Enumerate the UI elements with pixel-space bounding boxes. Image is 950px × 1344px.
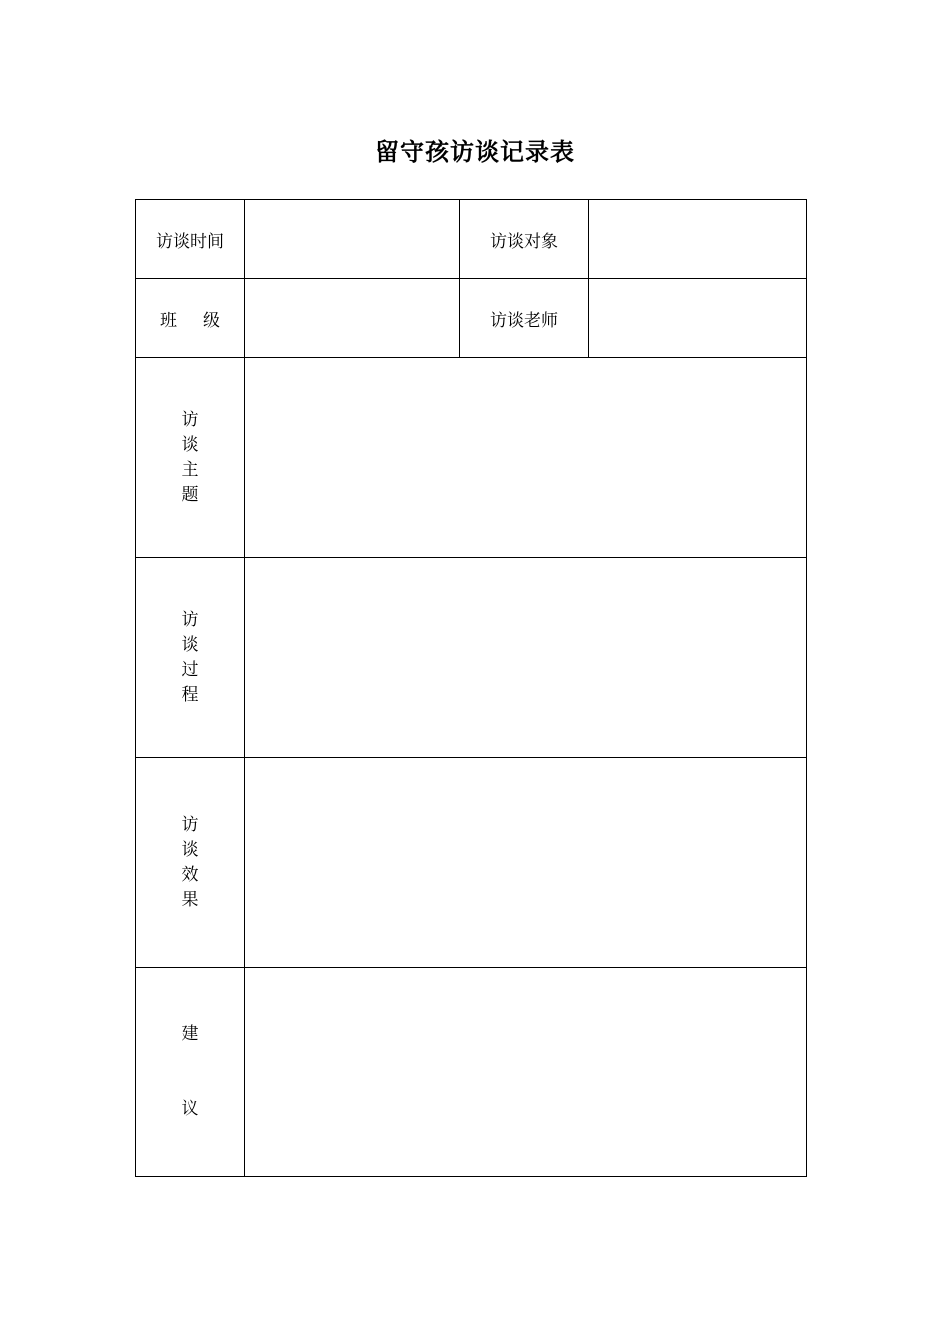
label-interview-effect <box>136 758 245 968</box>
topic-char-3: 主 <box>181 459 199 480</box>
suggestion-char-1: 建 <box>181 1024 199 1044</box>
field-interview-process[interactable] <box>245 558 807 758</box>
process-char-1: 访 <box>181 609 199 630</box>
label-class <box>136 279 245 358</box>
label-class-char-1: 班 <box>160 310 177 331</box>
field-interview-time[interactable] <box>245 200 460 279</box>
topic-char-1: 访 <box>181 409 199 430</box>
process-char-2: 谈 <box>181 634 199 655</box>
field-interview-subject[interactable] <box>589 200 807 279</box>
label-interview-time: 访谈时间 <box>136 200 245 279</box>
label-class-char-2: 级 <box>203 310 220 331</box>
topic-char-4: 题 <box>181 484 199 505</box>
effect-char-3: 效 <box>181 864 199 885</box>
suggestion-char-2: 议 <box>181 1099 199 1119</box>
process-char-4: 程 <box>181 684 199 705</box>
effect-char-4: 果 <box>181 889 199 910</box>
label-interview-subject: 访谈对象 <box>460 200 589 279</box>
label-suggestion <box>136 968 245 1177</box>
interview-record-table <box>135 199 807 1177</box>
effect-char-1: 访 <box>181 814 199 835</box>
label-interview-teacher: 访谈老师 <box>460 279 589 358</box>
field-interview-effect[interactable] <box>245 758 807 968</box>
label-interview-topic <box>136 358 245 558</box>
effect-char-2: 谈 <box>181 839 199 860</box>
field-interview-teacher[interactable] <box>589 279 807 358</box>
form-title: 留守孩访谈记录表 <box>375 138 575 166</box>
field-suggestion[interactable] <box>245 968 807 1177</box>
field-interview-topic[interactable] <box>245 358 807 558</box>
field-class[interactable] <box>245 279 460 358</box>
process-char-3: 过 <box>181 659 199 680</box>
label-interview-process <box>136 558 245 758</box>
topic-char-2: 谈 <box>181 434 199 455</box>
